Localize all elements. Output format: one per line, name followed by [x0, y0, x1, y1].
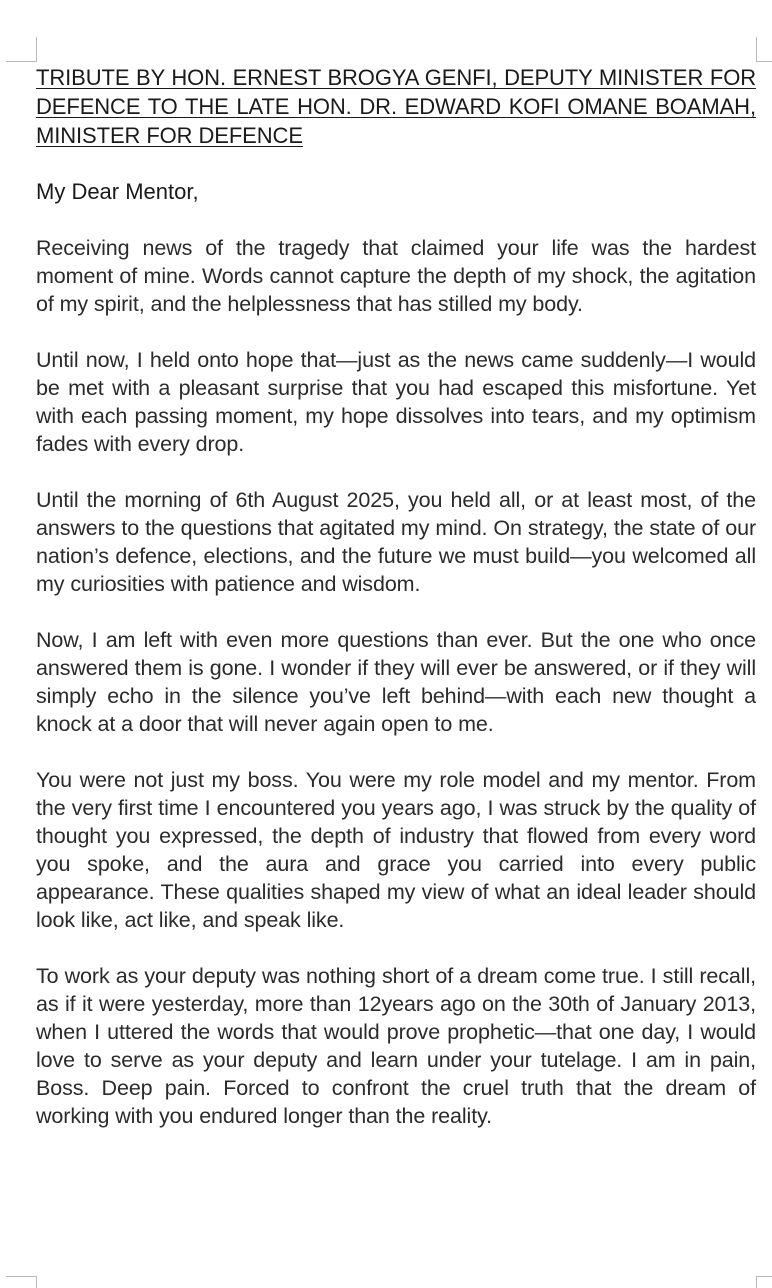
paragraph-6: To work as your deputy was nothing short of a dream come true. I still recall, as if it were yesterday, more than 12years ago on the 30th of January 2013, when I uttered the words that would prove prophetic—that one day, I would love to serve as your deputy and learn under your tutelage. I am in pain, Boss. Deep pain. Forced to confront the cruel truth that the dream of working with you endured longer than the reality. [36, 964, 756, 1128]
paragraph-4: Now, I am left with even more questions than ever. But the one who once answered them is gone. I wonder if they will ever be answered, or if they will simply echo in the silence you’ve left behind—with each new thought a knock at a door that will never again open to me. [36, 628, 756, 736]
paragraph-5: You were not just my boss. You were my role model and my mentor. From the very first time I encountered you years ago, I was struck by the quality of thought you expressed, the depth of industry that flowed from every word you spoke, and the aura and grace you carried into every public appearance. These qualities shaped my view of what an ideal leader should look like, act like, and speak like. [36, 768, 756, 932]
paragraph-1: Receiving news of the tragedy that claimed your life was the hardest moment of mine. Words cannot capture the depth of my shock, the agitation of my spirit, and the helplessness that has stilled my body. [36, 236, 756, 316]
crop-mark-bottom-right [756, 1276, 772, 1288]
crop-mark-top-left [6, 37, 37, 62]
paragraph-3: Until the morning of 6th August 2025, you held all, or at least most, of the answers to the questions that agitated my mind. On strategy, the state of our nation’s defence, elections, and the future we must build—you welcomed all my curiosities with patience and wisdom. [36, 488, 756, 596]
document-title: TRIBUTE BY HON. ERNEST BROGYA GENFI, DEPUTY MINISTER FOR DEFENCE TO THE LATE HON. DR. EDWARD KOFI OMANE BOAMAH, MINISTER FOR DEFENCE [36, 65, 756, 148]
paragraph-2: Until now, I held onto hope that—just as the news came suddenly—I would be met with a pleasant surprise that you had escaped this misfortune. Yet with each passing moment, my hope dissolves into tears, and my optimism fades with every drop. [36, 348, 756, 456]
salutation: My Dear Mentor, [36, 179, 199, 204]
document-page [36, 63, 756, 1130]
crop-mark-bottom-left [6, 1276, 37, 1288]
crop-mark-top-right [756, 37, 772, 62]
